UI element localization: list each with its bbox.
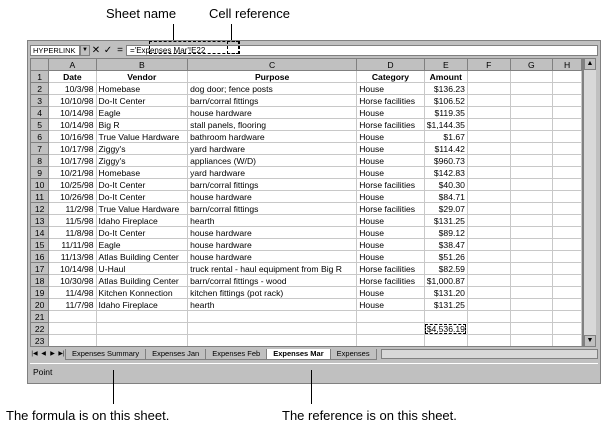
table-row bbox=[31, 335, 582, 347]
cell[interactable]: 11/13/98 bbox=[49, 251, 96, 263]
vertical-scrollbar[interactable] bbox=[583, 58, 596, 347]
cell[interactable]: Ziggy's bbox=[96, 143, 188, 155]
horizontal-scrollbar[interactable] bbox=[381, 349, 598, 359]
cell[interactable]: truck rental - haul equipment from Big R bbox=[188, 263, 357, 275]
cell[interactable]: Date bbox=[49, 71, 96, 83]
cell[interactable] bbox=[510, 119, 553, 131]
cell[interactable] bbox=[357, 311, 425, 323]
table-row bbox=[31, 95, 582, 107]
row-header[interactable]: 19 bbox=[31, 287, 49, 299]
cell[interactable] bbox=[553, 263, 582, 275]
row-header[interactable]: 11 bbox=[31, 191, 49, 203]
cell[interactable] bbox=[188, 311, 357, 323]
cell[interactable]: House bbox=[357, 251, 425, 263]
cell[interactable]: House bbox=[357, 83, 425, 95]
cell[interactable]: $106.52 bbox=[424, 95, 467, 107]
cell[interactable] bbox=[510, 155, 553, 167]
column-header[interactable]: H bbox=[553, 59, 582, 71]
cell[interactable]: Horse facilities bbox=[357, 203, 425, 215]
cell[interactable] bbox=[553, 347, 582, 348]
cell[interactable] bbox=[467, 131, 510, 143]
cell[interactable] bbox=[510, 167, 553, 179]
cell[interactable]: Horse facilities bbox=[357, 119, 425, 131]
table-row bbox=[31, 203, 582, 215]
cell[interactable] bbox=[510, 215, 553, 227]
cell[interactable]: $114.42 bbox=[424, 143, 467, 155]
row-header[interactable]: 5 bbox=[31, 119, 49, 131]
cell[interactable] bbox=[553, 287, 582, 299]
cell[interactable]: Horse facilities bbox=[357, 179, 425, 191]
cell[interactable] bbox=[553, 239, 582, 251]
cell[interactable]: House bbox=[357, 215, 425, 227]
status-bar: Point bbox=[30, 363, 598, 380]
cell[interactable]: 10/26/98 bbox=[49, 191, 96, 203]
sheet-tab-expenses-mar[interactable]: Expenses Mar bbox=[266, 349, 330, 360]
cell[interactable] bbox=[467, 179, 510, 191]
cell[interactable]: Ziggy's bbox=[96, 155, 188, 167]
cell[interactable] bbox=[553, 95, 582, 107]
row-header[interactable]: 9 bbox=[31, 167, 49, 179]
cell[interactable] bbox=[510, 95, 553, 107]
cell[interactable]: kitchen fittings (pot rack) bbox=[188, 287, 357, 299]
cell[interactable]: house hardware bbox=[188, 107, 357, 119]
cell[interactable]: House bbox=[357, 239, 425, 251]
cell[interactable]: $84.71 bbox=[424, 191, 467, 203]
name-box-dropdown-icon[interactable]: ▼ bbox=[80, 45, 90, 56]
cell[interactable] bbox=[510, 227, 553, 239]
sheet-tab-expenses[interactable]: Expenses bbox=[330, 349, 377, 360]
cell[interactable]: house hardware bbox=[188, 251, 357, 263]
row-header[interactable]: 1 bbox=[31, 71, 49, 83]
callout-line-formula-sheet bbox=[113, 370, 114, 404]
cell[interactable]: House bbox=[357, 131, 425, 143]
cell[interactable]: barn/corral fittings - wood bbox=[188, 275, 357, 287]
cell[interactable]: 10/30/98 bbox=[49, 275, 96, 287]
cell[interactable]: $1,000.87 bbox=[424, 275, 467, 287]
cell[interactable]: True Value Hardware bbox=[96, 131, 188, 143]
cell[interactable] bbox=[553, 131, 582, 143]
cell[interactable] bbox=[510, 275, 553, 287]
cell[interactable]: 11/2/98 bbox=[49, 203, 96, 215]
cell[interactable] bbox=[467, 275, 510, 287]
column-header[interactable]: E bbox=[424, 59, 467, 71]
sheet-tab-expenses-feb[interactable]: Expenses Feb bbox=[205, 349, 267, 360]
header-row bbox=[31, 71, 582, 83]
cancel-icon[interactable]: ✕ bbox=[91, 44, 101, 56]
cell[interactable] bbox=[467, 155, 510, 167]
cell[interactable]: House bbox=[357, 299, 425, 311]
cell[interactable] bbox=[467, 263, 510, 275]
row-header[interactable]: 2 bbox=[31, 83, 49, 95]
name-box[interactable]: HYPERLINK bbox=[30, 45, 80, 56]
cell[interactable]: True Value Hardware bbox=[96, 203, 188, 215]
cell[interactable]: hearth bbox=[188, 215, 357, 227]
first-sheet-icon[interactable]: |◀ bbox=[31, 351, 38, 357]
cell[interactable] bbox=[553, 191, 582, 203]
cell[interactable] bbox=[510, 71, 553, 83]
cell[interactable] bbox=[467, 251, 510, 263]
cell[interactable]: house hardware bbox=[188, 191, 357, 203]
cell[interactable]: $38.47 bbox=[424, 239, 467, 251]
cell[interactable] bbox=[553, 167, 582, 179]
cell[interactable] bbox=[510, 143, 553, 155]
cell[interactable]: $119.35 bbox=[424, 107, 467, 119]
cell[interactable]: $131.25 bbox=[424, 299, 467, 311]
cell[interactable] bbox=[467, 95, 510, 107]
row-header[interactable]: 4 bbox=[31, 107, 49, 119]
cell[interactable]: Homebase bbox=[96, 83, 188, 95]
cell[interactable]: 10/14/98 bbox=[49, 119, 96, 131]
cell[interactable]: U-Haul bbox=[96, 263, 188, 275]
cell[interactable] bbox=[553, 251, 582, 263]
cell[interactable]: 10/3/98 bbox=[49, 83, 96, 95]
cell[interactable] bbox=[510, 191, 553, 203]
cell[interactable] bbox=[510, 107, 553, 119]
row-header[interactable]: 6 bbox=[31, 131, 49, 143]
cell[interactable] bbox=[553, 119, 582, 131]
sheet-tab-expenses-summary[interactable]: Expenses Summary bbox=[65, 349, 146, 360]
column-header[interactable]: C bbox=[188, 59, 357, 71]
table-row bbox=[31, 107, 582, 119]
cell[interactable] bbox=[467, 167, 510, 179]
row-header[interactable]: 7 bbox=[31, 143, 49, 155]
cell[interactable] bbox=[467, 347, 510, 348]
cell[interactable]: Atlas Building Center bbox=[96, 251, 188, 263]
cell[interactable]: appliances (W/D) bbox=[188, 155, 357, 167]
cell[interactable]: 11/11/98 bbox=[49, 239, 96, 251]
cell[interactable] bbox=[510, 311, 553, 323]
cell[interactable] bbox=[467, 299, 510, 311]
cell[interactable]: Horse facilities bbox=[357, 263, 425, 275]
cell[interactable]: House bbox=[357, 287, 425, 299]
cell[interactable] bbox=[553, 311, 582, 323]
cell[interactable] bbox=[553, 275, 582, 287]
table-row bbox=[31, 131, 582, 143]
callout-cell-reference: Cell reference bbox=[209, 6, 290, 21]
cell[interactable]: House bbox=[357, 143, 425, 155]
cell[interactable]: Atlas Building Center bbox=[96, 275, 188, 287]
cell[interactable] bbox=[424, 311, 467, 323]
select-all-corner[interactable] bbox=[31, 59, 49, 71]
cell[interactable]: hearth bbox=[188, 299, 357, 311]
cell[interactable]: House bbox=[357, 155, 425, 167]
row-header[interactable]: 15 bbox=[31, 239, 49, 251]
cell[interactable] bbox=[49, 347, 96, 348]
table-row bbox=[31, 275, 582, 287]
cell[interactable]: 10/17/98 bbox=[49, 155, 96, 167]
cell[interactable] bbox=[553, 143, 582, 155]
sheet-tab-bar bbox=[30, 348, 598, 360]
cell[interactable]: house hardware bbox=[188, 239, 357, 251]
cell[interactable] bbox=[510, 83, 553, 95]
cell[interactable]: Big R bbox=[96, 119, 188, 131]
cell[interactable] bbox=[510, 179, 553, 191]
cell[interactable]: Kitchen Konnection bbox=[96, 287, 188, 299]
total-amount-cell[interactable]: $4,536.19 bbox=[424, 323, 467, 335]
cell[interactable] bbox=[553, 155, 582, 167]
cell[interactable] bbox=[510, 323, 553, 335]
cell[interactable]: yard hardware bbox=[188, 167, 357, 179]
cell[interactable]: yard hardware bbox=[188, 143, 357, 155]
row-header[interactable]: 3 bbox=[31, 95, 49, 107]
cell[interactable] bbox=[553, 83, 582, 95]
cell[interactable]: barn/corral fittings bbox=[188, 179, 357, 191]
row-header[interactable]: 14 bbox=[31, 227, 49, 239]
cell[interactable] bbox=[553, 107, 582, 119]
sheet-tab-expenses-jan[interactable]: Expenses Jan bbox=[145, 349, 206, 360]
cell[interactable]: 10/14/98 bbox=[49, 263, 96, 275]
cell[interactable]: House bbox=[357, 107, 425, 119]
cell[interactable]: $142.83 bbox=[424, 167, 467, 179]
row-header[interactable]: 10 bbox=[31, 179, 49, 191]
cell[interactable]: 11/5/98 bbox=[49, 215, 96, 227]
cell[interactable]: House bbox=[357, 167, 425, 179]
cell[interactable]: dog door; fence posts bbox=[188, 83, 357, 95]
column-header[interactable]: G bbox=[510, 59, 553, 71]
callout-formula-sheet: The formula is on this sheet. bbox=[6, 408, 170, 423]
column-header[interactable]: A bbox=[49, 59, 96, 71]
cell[interactable]: 10/16/98 bbox=[49, 131, 96, 143]
table-row bbox=[31, 179, 582, 191]
cell[interactable]: 11/4/98 bbox=[49, 287, 96, 299]
cell[interactable]: Idaho Fireplace bbox=[96, 215, 188, 227]
cell[interactable] bbox=[467, 215, 510, 227]
cell[interactable] bbox=[467, 227, 510, 239]
cell[interactable] bbox=[467, 323, 510, 335]
cell[interactable] bbox=[357, 323, 425, 335]
table-row bbox=[31, 215, 582, 227]
cell[interactable]: House bbox=[357, 191, 425, 203]
table-row bbox=[31, 311, 582, 323]
cell[interactable]: Horse facilities bbox=[357, 275, 425, 287]
cell[interactable] bbox=[467, 335, 510, 347]
column-header[interactable]: D bbox=[357, 59, 425, 71]
cell[interactable] bbox=[96, 335, 188, 347]
cell[interactable]: $136.23 bbox=[424, 83, 467, 95]
cell[interactable] bbox=[510, 251, 553, 263]
row-header[interactable]: 12 bbox=[31, 203, 49, 215]
cell[interactable]: $960.73 bbox=[424, 155, 467, 167]
cell[interactable] bbox=[96, 323, 188, 335]
cell[interactable]: Vendor bbox=[96, 71, 188, 83]
cell[interactable]: barn/corral fittings bbox=[188, 95, 357, 107]
cell[interactable]: Eagle bbox=[96, 107, 188, 119]
cell[interactable]: Eagle bbox=[96, 239, 188, 251]
table-row bbox=[31, 251, 582, 263]
formula-bar bbox=[30, 43, 598, 57]
table-row bbox=[31, 191, 582, 203]
cell[interactable] bbox=[553, 323, 582, 335]
cell[interactable]: 11/7/98 bbox=[49, 299, 96, 311]
row-header[interactable]: 17 bbox=[31, 263, 49, 275]
cell[interactable]: Do-It Center bbox=[96, 95, 188, 107]
cell[interactable]: $40.30 bbox=[424, 179, 467, 191]
table-row bbox=[31, 347, 582, 348]
table-row bbox=[31, 83, 582, 95]
scroll-up-icon[interactable]: ▲ bbox=[584, 58, 596, 70]
row-header[interactable]: 16 bbox=[31, 251, 49, 263]
table-row bbox=[31, 299, 582, 311]
cell[interactable] bbox=[553, 335, 582, 347]
cell[interactable]: 10/21/98 bbox=[49, 167, 96, 179]
cell[interactable]: $89.12 bbox=[424, 227, 467, 239]
row-header[interactable]: 22 bbox=[31, 323, 49, 335]
cell[interactable] bbox=[553, 179, 582, 191]
row-header[interactable] bbox=[31, 347, 49, 348]
row-header[interactable]: 23 bbox=[31, 335, 49, 347]
cell[interactable]: Amount bbox=[424, 71, 467, 83]
cell[interactable]: barn/corral fittings bbox=[188, 203, 357, 215]
table-row bbox=[31, 143, 582, 155]
cell[interactable] bbox=[467, 239, 510, 251]
cell[interactable] bbox=[553, 299, 582, 311]
cell[interactable] bbox=[467, 143, 510, 155]
next-sheet-icon[interactable]: ▶ bbox=[50, 351, 55, 357]
cell[interactable]: $131.20 bbox=[424, 287, 467, 299]
callout-line-reference-sheet bbox=[311, 370, 312, 404]
row-header[interactable]: 8 bbox=[31, 155, 49, 167]
cell[interactable] bbox=[96, 311, 188, 323]
cell[interactable] bbox=[188, 335, 357, 347]
cell[interactable]: Do-It Center bbox=[96, 191, 188, 203]
cell[interactable] bbox=[467, 311, 510, 323]
cell[interactable]: stall panels, flooring bbox=[188, 119, 357, 131]
cell[interactable] bbox=[553, 215, 582, 227]
cell[interactable] bbox=[510, 287, 553, 299]
cell[interactable] bbox=[510, 347, 553, 348]
cell[interactable]: Do-It Center bbox=[96, 227, 188, 239]
table-row bbox=[31, 155, 582, 167]
worksheet-grid[interactable] bbox=[30, 58, 583, 347]
cell[interactable]: house hardware bbox=[188, 227, 357, 239]
cell[interactable]: 10/17/98 bbox=[49, 143, 96, 155]
cell[interactable] bbox=[49, 335, 96, 347]
cell[interactable] bbox=[49, 311, 96, 323]
scroll-down-icon[interactable]: ▼ bbox=[584, 335, 596, 347]
last-sheet-icon[interactable]: ▶| bbox=[58, 351, 65, 357]
column-header[interactable]: F bbox=[467, 59, 510, 71]
total-row bbox=[31, 323, 582, 335]
cell[interactable]: $29.07 bbox=[424, 203, 467, 215]
cell[interactable]: bathroom hardware bbox=[188, 131, 357, 143]
cell[interactable] bbox=[467, 191, 510, 203]
cell[interactable] bbox=[510, 131, 553, 143]
cell[interactable] bbox=[467, 287, 510, 299]
cell[interactable]: Homebase bbox=[96, 167, 188, 179]
cell[interactable]: $51.26 bbox=[424, 251, 467, 263]
formula-input[interactable]: ='Expenses Mar'!E22 bbox=[126, 45, 598, 56]
worksheet-table bbox=[31, 59, 582, 347]
callout-sheet-name: Sheet name bbox=[106, 6, 177, 21]
cell-reference-highlight bbox=[227, 41, 239, 54]
cell[interactable] bbox=[467, 71, 510, 83]
cell[interactable] bbox=[49, 323, 96, 335]
cell[interactable] bbox=[510, 299, 553, 311]
row-header[interactable]: 20 bbox=[31, 299, 49, 311]
cell[interactable] bbox=[357, 335, 425, 347]
table-row bbox=[31, 119, 582, 131]
cell[interactable] bbox=[510, 239, 553, 251]
cell[interactable] bbox=[467, 119, 510, 131]
cell[interactable] bbox=[553, 227, 582, 239]
cell[interactable]: $131.25 bbox=[424, 215, 467, 227]
prev-sheet-icon[interactable]: ◀ bbox=[41, 351, 46, 357]
cell[interactable]: House bbox=[357, 227, 425, 239]
cell[interactable]: 11/8/98 bbox=[49, 227, 96, 239]
cell[interactable]: $1,144.35 bbox=[424, 119, 467, 131]
cell[interactable]: 10/14/98 bbox=[49, 107, 96, 119]
cell[interactable] bbox=[510, 203, 553, 215]
cell[interactable]: Horse facilities bbox=[357, 95, 425, 107]
table-row bbox=[31, 227, 582, 239]
cell[interactable] bbox=[467, 83, 510, 95]
callout-reference-sheet: The reference is on this sheet. bbox=[282, 408, 457, 423]
row-header[interactable]: 18 bbox=[31, 275, 49, 287]
cell[interactable] bbox=[188, 323, 357, 335]
cell[interactable]: Purpose bbox=[188, 71, 357, 83]
cell[interactable] bbox=[510, 263, 553, 275]
column-header[interactable]: B bbox=[96, 59, 188, 71]
equals-button[interactable]: = bbox=[117, 44, 123, 56]
excel-window bbox=[27, 40, 601, 384]
cell[interactable] bbox=[553, 203, 582, 215]
row-header[interactable]: 21 bbox=[31, 311, 49, 323]
row-header[interactable]: 13 bbox=[31, 215, 49, 227]
cell[interactable] bbox=[424, 347, 467, 348]
column-header-row bbox=[31, 59, 582, 71]
cell[interactable] bbox=[510, 335, 553, 347]
cell[interactable] bbox=[553, 71, 582, 83]
cell[interactable] bbox=[467, 203, 510, 215]
table-row bbox=[31, 263, 582, 275]
table-row bbox=[31, 167, 582, 179]
cell[interactable]: Category bbox=[357, 71, 425, 83]
table-row bbox=[31, 239, 582, 251]
cell[interactable] bbox=[188, 347, 357, 348]
cell[interactable]: $1.67 bbox=[424, 131, 467, 143]
cell[interactable] bbox=[467, 107, 510, 119]
cell[interactable]: Do-It Center bbox=[96, 179, 188, 191]
enter-icon[interactable]: ✓ bbox=[103, 44, 113, 56]
cell[interactable]: Idaho Fireplace bbox=[96, 299, 188, 311]
cell[interactable]: $82.59 bbox=[424, 263, 467, 275]
cell[interactable] bbox=[424, 335, 467, 347]
cell[interactable] bbox=[357, 347, 425, 348]
cell[interactable]: 10/25/98 bbox=[49, 179, 96, 191]
cell[interactable]: 10/10/98 bbox=[49, 95, 96, 107]
table-row bbox=[31, 287, 582, 299]
cell[interactable] bbox=[96, 347, 188, 348]
